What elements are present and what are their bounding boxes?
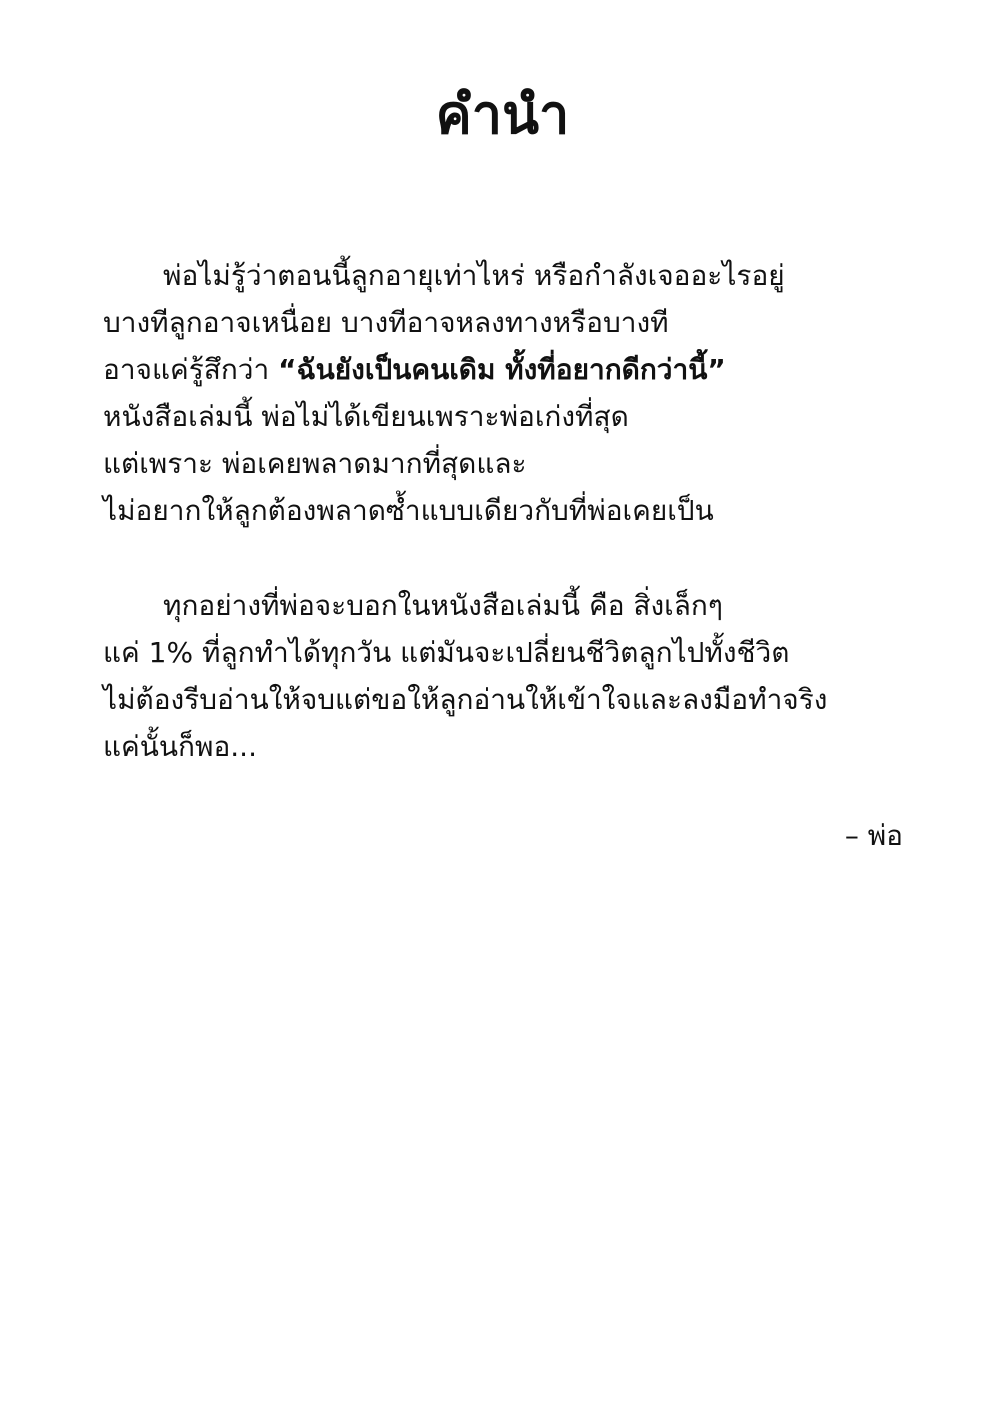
paragraph-2-line-1: ทุกอย่างที่พ่อจะบอกในหนังสือเล่มนี้ คือ สิ่งเล็กๆ: [163, 589, 723, 622]
paragraph-1-line-1: พ่อไม่รู้ว่าตอนนี้ลูกอายุเท่าไหร่ หรือกำลังเจออะไรอยู่: [163, 259, 785, 292]
intro-paragraph-1: [103, 252, 923, 534]
intro-paragraph-2: [103, 582, 923, 770]
page-title: คำนำ: [435, 83, 570, 146]
paragraph-1-line-2: บางทีลูกอาจเหนื่อย บางทีอาจหลงทางหรือบางที: [103, 306, 669, 339]
paragraph-1-line-6: ไม่อยากให้ลูกต้องพลาดซ้ำแบบเดียวกับที่พ่อเคยเป็น: [103, 494, 714, 527]
signature: – พ่อ: [844, 819, 903, 852]
paragraph-1-line-3: [103, 346, 923, 393]
emphasized-quote: “ฉันยังเป็นคนเดิม ทั้งที่อยากดีกว่านี้”: [278, 353, 726, 386]
paragraph-1-line-3-prefix: อาจแค่รู้สึกว่า: [103, 353, 279, 386]
paragraph-1-line-5: แต่เพราะ พ่อเคยพลาดมากที่สุดและ: [103, 447, 527, 480]
paragraph-2-line-4: แค่นั้นก็พอ...: [103, 730, 257, 763]
paragraph-2-line-3: ไม่ต้องรีบอ่านให้จบแต่ขอให้ลูกอ่านให้เข้าใจและลงมือทำจริง: [103, 683, 828, 716]
paragraph-1-line-4: หนังสือเล่มนี้ พ่อไม่ได้เขียนเพราะพ่อเก่งที่สุด: [103, 400, 629, 433]
paragraph-2-line-2: แค่ 1% ที่ลูกทำได้ทุกวัน แต่มันจะเปลี่ยนชีวิตลูกไปทั้งชีวิต: [103, 636, 790, 669]
